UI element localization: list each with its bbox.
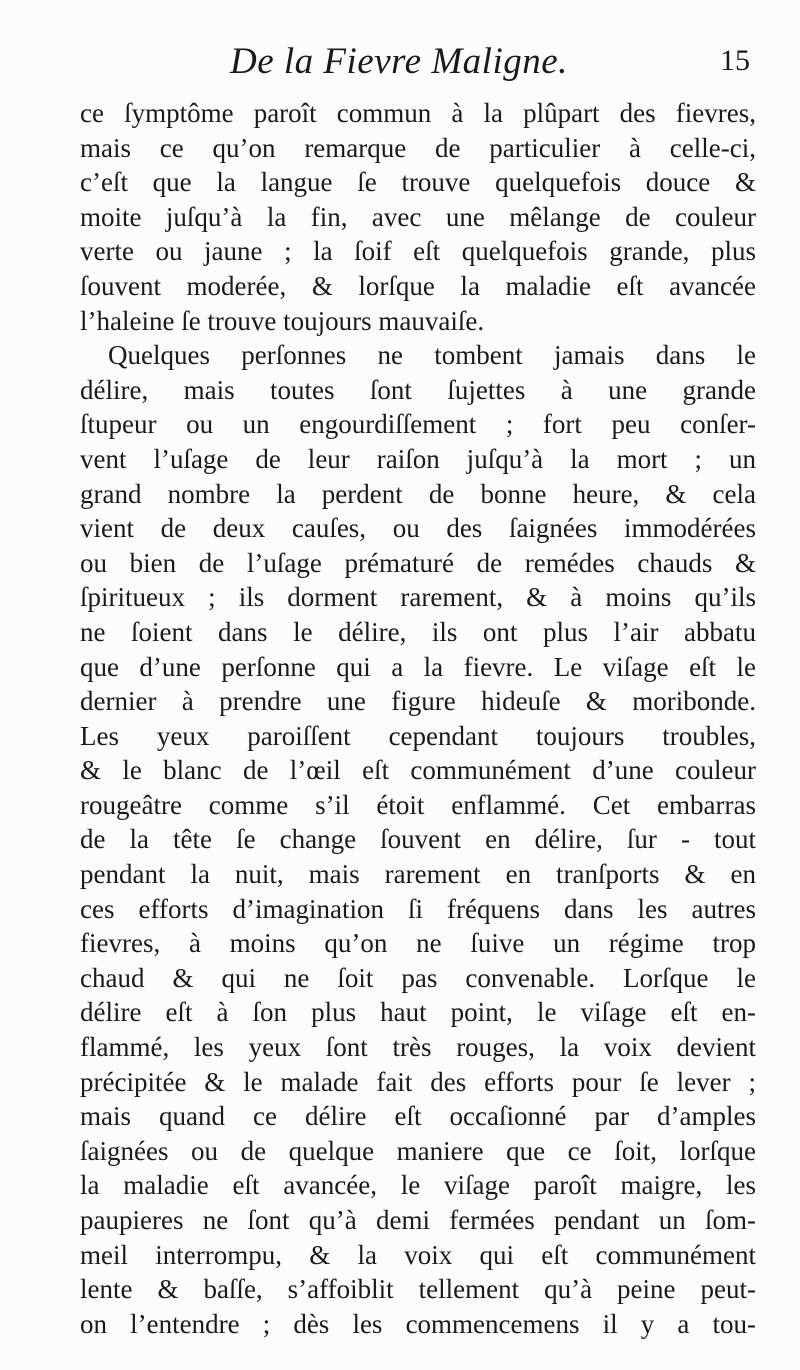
text-line: Les yeux paroiſſent cependant toujours troubles, xyxy=(80,720,756,751)
text-line: paupieres ne ſont qu’à demi fermées pendant un ſom- xyxy=(80,1205,756,1235)
text-line: on l’entendre ; dès les commencemens il y a tou- xyxy=(80,1308,756,1339)
text-line: mais ce qu’on remarque de particulier à celle-ci, xyxy=(80,132,756,163)
text-line: flammé, les yeux ſont très rouges, la voix devient xyxy=(80,1032,756,1063)
text-line: délire eſt à ſon plus haut point, le viſage eſt en- xyxy=(80,997,756,1028)
text-line: ſaignées ou de quelque maniere que ce ſoit, lorſque xyxy=(80,1135,756,1166)
paragraph-end-line: l’haleine ſe trouve toujours mauvaiſe. xyxy=(80,305,485,336)
text-line: précipitée & le malade fait des efforts pour ſe lever ; xyxy=(80,1066,756,1097)
text-line: grand nombre la perdent de bonne heure, & cela xyxy=(80,478,756,509)
text-line: la maladie eſt avancée, le viſage paroît maigre, les xyxy=(80,1170,756,1201)
text-line: & le blanc de l’œil eſt communément d’une couleur xyxy=(80,755,756,786)
text-line: ou bien de l’uſage prématuré de remédes chauds & xyxy=(80,547,756,578)
running-head xyxy=(60,40,750,96)
text-line: dernier à prendre une figure hideuſe & moribonde. xyxy=(80,686,756,717)
text-line: lente & baſſe, s’affoiblit tellement qu’à peine peut- xyxy=(80,1274,756,1305)
text-line: pendant la nuit, mais rarement en tranſports & en xyxy=(80,859,756,890)
text-line: ſtupeur ou un engourdiſſement ; fort peu conſer- xyxy=(80,409,756,440)
text-line: meil interrompu, & la voix qui eſt communément xyxy=(80,1239,756,1270)
running-title: De la Fievre Maligne. xyxy=(230,41,568,82)
text-line: ne ſoient dans le délire, ils ont plus l’air abbatu xyxy=(80,616,756,647)
paragraph-first-line: Quelques perſonnes ne tombent jamais dans le xyxy=(108,340,756,371)
text-line: ce ſymptôme paroît commun à la plûpart des fievres, xyxy=(80,98,756,128)
text-line: délire, mais toutes ſont ſujettes à une grande xyxy=(80,374,756,405)
text-line: de la tête ſe change ſouvent en délire, ſur - tout xyxy=(80,824,756,855)
body-text xyxy=(80,96,756,1341)
text-line: c’eſt que la langue ſe trouve quelquefois douce & xyxy=(80,167,756,198)
page-number: 15 xyxy=(720,44,750,77)
text-line: ſouvent moderée, & lorſque la maladie eſt avancée xyxy=(80,270,756,301)
text-line: verte ou jaune ; la ſoif eſt quelquefois grande, plus xyxy=(80,236,756,267)
text-line: chaud & qui ne ſoit pas convenable. Lorſque le xyxy=(80,962,756,993)
text-line: vient de deux cauſes, ou des ſaignées immodérées xyxy=(80,513,756,544)
text-line: rougeâtre comme s’il étoit enflammé. Cet embarras xyxy=(80,789,756,820)
text-line: vent l’uſage de leur raiſon juſqu’à la mort ; un xyxy=(80,443,756,474)
text-line: fievres, à moins qu’on ne ſuive un régime trop xyxy=(80,928,756,959)
text-line: mais quand ce délire eſt occaſionné par d’amples xyxy=(80,1101,756,1132)
text-line: ces efforts d’imagination ſi fréquens dans les autres xyxy=(80,893,756,924)
text-line: ſpiritueux ; ils dorment rarement, & à moins qu’ils xyxy=(80,582,756,613)
text-line: que d’une perſonne qui a la fievre. Le viſage eſt le xyxy=(80,651,756,682)
text-line: moite juſqu’à la fin, avec une mêlange de couleur xyxy=(80,201,756,232)
